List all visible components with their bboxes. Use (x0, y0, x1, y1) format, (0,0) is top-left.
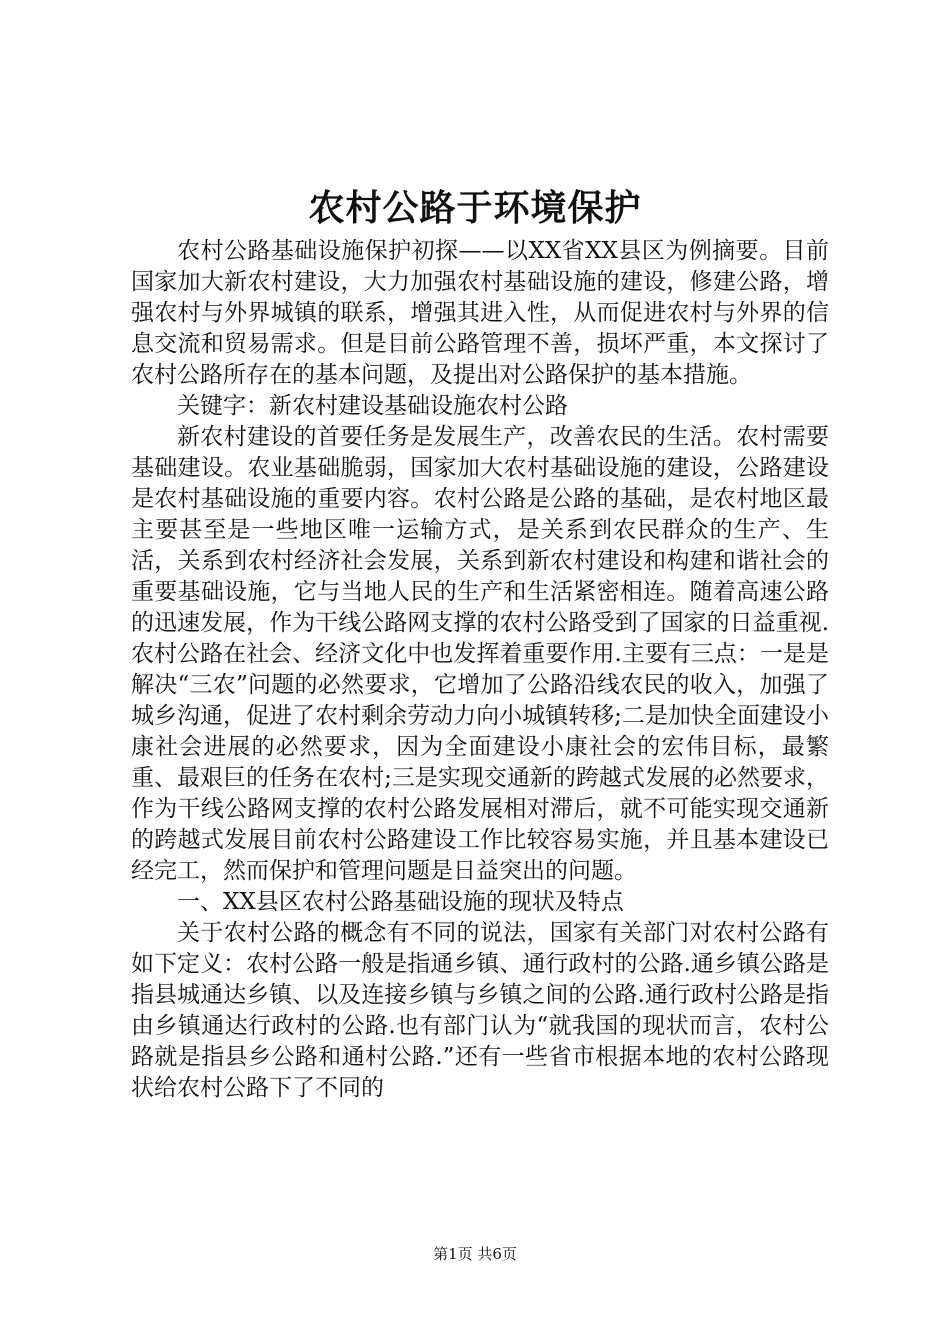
abstract-paragraph: 农村公路基础设施保护初探——以XX省XX县区为例摘要。目前国家加大新农村建设，大力加强农村基础设施的建设，修建公路，增强农村与外界城镇的联系，增强其进入性，从而促进农村与外界的信息交流和贸易需求。但是目前公路管理不善，损坏严重，本文探讨了农村公路所存在的基本问题，及提出对公路保护的基本措施。 (131, 238, 829, 388)
body-paragraph: 新农村建设的首要任务是发展生产，改善农民的生活。农村需要基础建设。农业基础脆弱，国家加大农村基础设施的建设，公路建设是农村基础设施的重要内容。农村公路是公路的基础，是农村地区最主要甚至是一些地区唯一运输方式，是关系到农民群众的生产、生活，关系到农村经济社会发展，关系到新农村建设和构建和谐社会的重要基础设施，它与当地人民的生产和生活紧密相连。随着高速公路的迅速发展，作为干线公路网支撑的农村公路受到了国家的日益重视.农村公路在社会、经济文化中也发挥着重要作用.主要有三点：一是是解决“三农”问题的必然要求，它增加了公路沿线农民的收入，加强了城乡沟通，促进了农村剩余劳动力向小城镇转移;二是加快全面建设小康社会进展的必然要求，因为全面建设小康社会的宏伟目标，最繁重、最艰巨的任务在农村;三是实现交通新的跨越式发展的必然要求，作为干线公路网支撑的农村公路发展相对滞后，就不可能实现交通新的跨越式发展目前农村公路建设工作比较容易实施，并且基本建设已经完工，然而保护和管理问题是日益突出的问题。 (131, 424, 829, 884)
keywords-paragraph: 关键字：新农村建设基础设施农村公路 (177, 393, 568, 419)
section-heading: 一、XX县区农村公路基础设施的现状及特点 (177, 889, 624, 915)
document-body (131, 236, 829, 1104)
body-paragraph: 关于农村公路的概念有不同的说法，国家有关部门对农村公路有如下定义：农村公路一般是指通乡镇、通行政村的公路.通乡镇公路是指县城通达乡镇、以及连接乡镇与乡镇之间的公路.通行政村公路是指由乡镇通达行政村的公路.也有部门认为“就我国的现状而言，农村公路就是指县乡公路和通村公路.”还有一些省市根据本地的农村公路现状给农村公路下了不同的 (131, 920, 829, 1101)
page-number-footer: 第1页 共6页 (433, 1245, 517, 1263)
document-title: 农村公路于环境保护 (308, 187, 642, 229)
